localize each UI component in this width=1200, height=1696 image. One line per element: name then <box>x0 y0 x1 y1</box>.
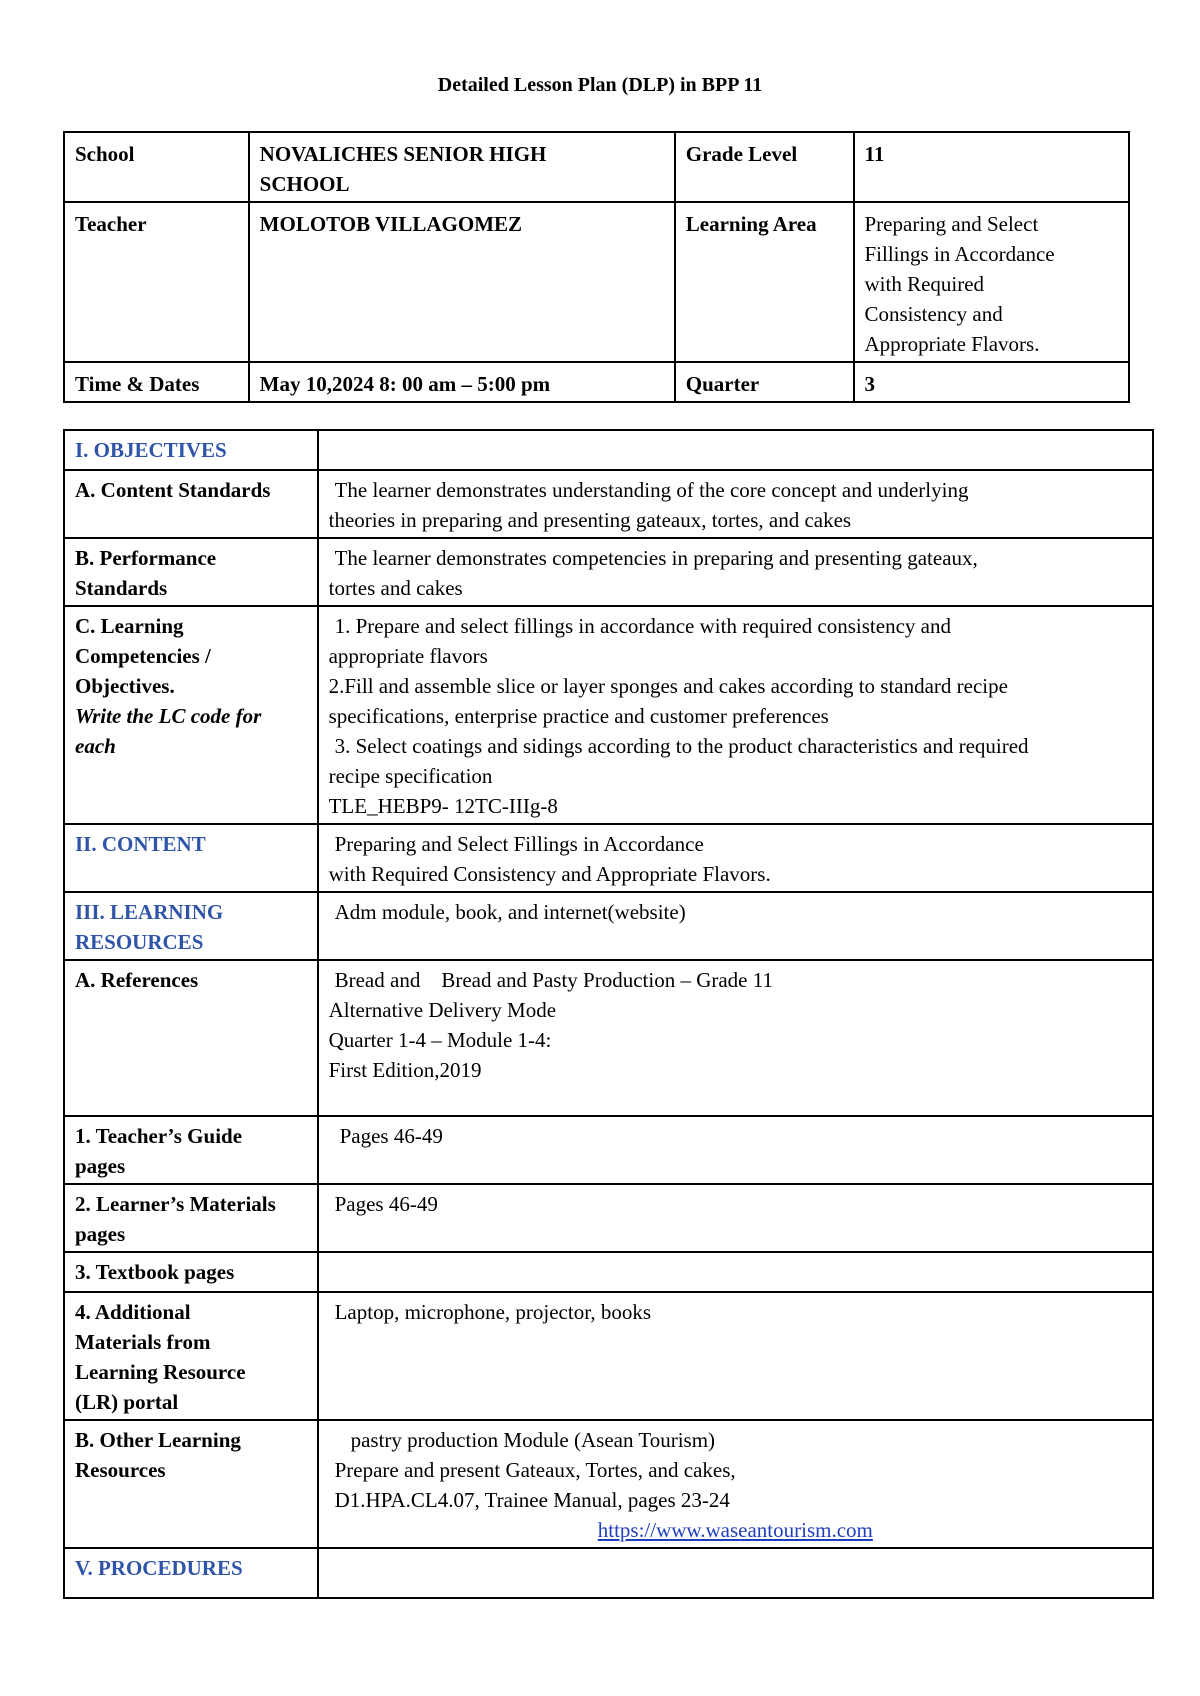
lesson-plan-table <box>63 429 1154 1599</box>
content-standards-value: The learner demonstrates understanding of the core concept and underlying theories in preparing and presenting gateaux, tortes, and cakes <box>318 470 1153 538</box>
content-standards-label: A. Content Standards <box>64 470 318 538</box>
performance-standards-label: B. Performance Standards <box>64 538 318 606</box>
content-heading: II. CONTENT <box>64 824 318 892</box>
school-label: School <box>64 132 249 202</box>
other-resources-label: B. Other Learning Resources <box>64 1420 318 1548</box>
learners-materials-label: 2. Learner’s Materials pages <box>64 1184 318 1252</box>
learning-area-label: Learning Area <box>675 202 854 362</box>
textbook-pages-label: 3. Textbook pages <box>64 1252 318 1292</box>
additional-materials-value: Laptop, microphone, projector, books <box>318 1292 1153 1420</box>
procedures-heading: V. PROCEDURES <box>64 1548 318 1598</box>
school-value: NOVALICHES SENIOR HIGH SCHOOL <box>249 132 675 202</box>
additional-materials-label: 4. Additional Materials from Learning Resource (LR) portal <box>64 1292 318 1420</box>
school-info-table <box>63 131 1130 403</box>
textbook-pages-value <box>318 1252 1153 1292</box>
teacher-value: MOLOTOB VILLAGOMEZ <box>249 202 675 362</box>
grade-level-label: Grade Level <box>675 132 854 202</box>
references-value: Bread and Bread and Pasty Production – Grade 11 Alternative Delivery Mode Quarter 1-4 – Module 1-4: First Edition,2019 <box>318 960 1153 1116</box>
quarter-value: 3 <box>854 362 1130 402</box>
learning-resources-value: Adm module, book, and internet(website) <box>318 892 1153 960</box>
teachers-guide-value: Pages 46-49 <box>318 1116 1153 1184</box>
learners-materials-value: Pages 46-49 <box>318 1184 1153 1252</box>
time-dates-value: May 10,2024 8: 00 am – 5:00 pm <box>249 362 675 402</box>
quarter-label: Quarter <box>675 362 854 402</box>
grade-level-value: 11 <box>854 132 1130 202</box>
learning-resources-heading: III. LEARNING RESOURCES <box>64 892 318 960</box>
content-value: Preparing and Select Fillings in Accordance with Required Consistency and Appropriate Flavors. <box>318 824 1153 892</box>
other-resources-value: pastry production Module (Asean Tourism) Prepare and present Gateaux, Tortes, and cakes, D1.HPA.CL4.07, Trainee Manual, pages 23-24 https://www.waseantourism.com <box>318 1420 1153 1548</box>
learning-area-value: Preparing and Select Fillings in Accordance with Required Consistency and Appropriate Flavors. <box>854 202 1130 362</box>
procedures-value <box>318 1548 1153 1598</box>
website-link[interactable]: https://www.waseantourism.com <box>597 1518 873 1542</box>
references-label: A. References <box>64 960 318 1116</box>
objectives-heading: I. OBJECTIVES <box>64 430 318 470</box>
performance-standards-value: The learner demonstrates competencies in preparing and presenting gateaux, tortes and cakes <box>318 538 1153 606</box>
learning-competencies-value: 1. Prepare and select fillings in accordance with required consistency and appropriate flavors 2.Fill and assemble slice or layer sponges and cakes according to standard recipe specifications, enterprise practice and customer preferences 3. Select coatings and sidings according to the product characteristics and required recipe specification TLE_HEBP9- 12TC-IIIg-8 <box>318 606 1153 824</box>
teacher-label: Teacher <box>64 202 249 362</box>
objectives-value <box>318 430 1153 470</box>
page-title: Detailed Lesson Plan (DLP) in BPP 11 <box>437 74 763 96</box>
time-dates-label: Time & Dates <box>64 362 249 402</box>
learning-competencies-label: C. Learning Competencies / Objectives. Write the LC code for each <box>64 606 318 824</box>
teachers-guide-label: 1. Teacher’s Guide pages <box>64 1116 318 1184</box>
